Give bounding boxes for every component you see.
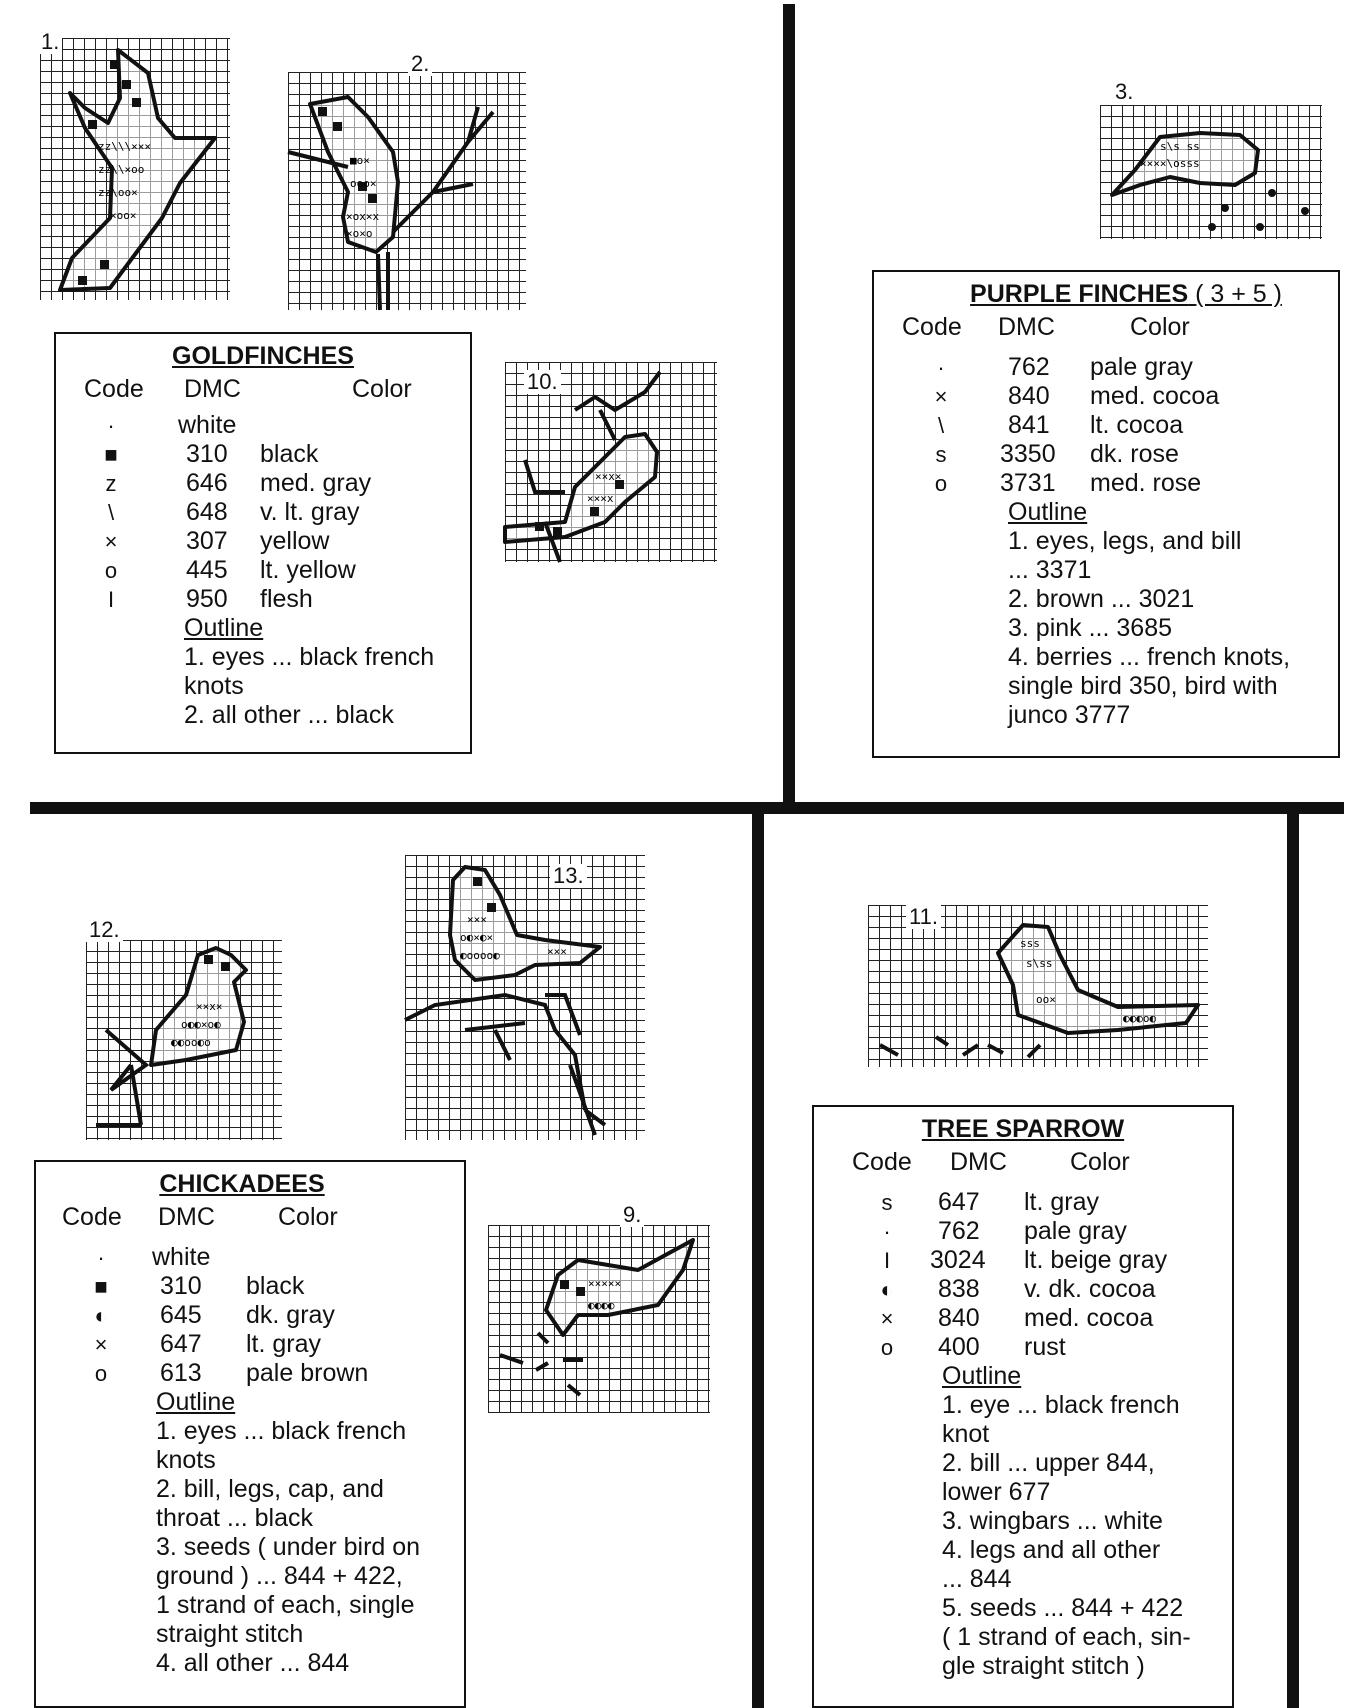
dmc-number: 647 (938, 1188, 980, 1216)
color-name: med. cocoa (1090, 382, 1220, 410)
code-symbol: × (104, 529, 118, 554)
goldfinches-color-header: Color (352, 375, 412, 403)
code-symbol: o (934, 471, 948, 496)
color-name: black (260, 440, 319, 468)
chart-9-number: 9. (620, 1203, 644, 1227)
code-symbol: o (94, 1361, 108, 1386)
code-symbol: I (883, 1248, 891, 1273)
goldfinches-row (56, 411, 470, 440)
outline-line: knot (942, 1420, 990, 1448)
svg-text:×××x: ×××x (587, 492, 614, 505)
chart-12-number: 12. (86, 918, 123, 942)
svg-text:×××: ××× (467, 913, 487, 926)
code-symbol: o (104, 558, 118, 583)
purple-finches-dmc-header: DMC (998, 313, 1055, 341)
svg-text:s\ss: s\ss (1026, 957, 1053, 970)
chart-13-number: 13. (550, 864, 587, 888)
chickadees-outline-title: Outline (156, 1388, 236, 1416)
color-name: pale brown (246, 1359, 369, 1387)
chickadees-row (36, 1359, 464, 1388)
chart-12-bird-outline (86, 940, 282, 1140)
outline-line: knots (184, 672, 244, 700)
purple-finches-row (874, 440, 1338, 469)
code-symbol: × (880, 1306, 894, 1331)
svg-text:o◐×◐×: o◐×◐× (460, 931, 494, 944)
color-name: flesh (260, 585, 313, 613)
goldfinches-row (56, 440, 470, 469)
svg-text:oo×: oo× (1036, 993, 1056, 1006)
tree-sparrow-row (814, 1217, 1232, 1246)
chart-1-bird-outline (40, 38, 230, 300)
svg-text:o◐◐×o◐: o◐◐×o◐ (181, 1018, 221, 1031)
tree-sparrow-dmc-header: DMC (950, 1148, 1007, 1176)
outline-line: knots (156, 1446, 216, 1474)
outline-line: straight stitch (156, 1620, 304, 1648)
purple-finches-row (874, 353, 1338, 382)
dmc-number: 613 (160, 1359, 202, 1387)
color-name: lt. gray (246, 1330, 322, 1358)
dmc-number: 762 (938, 1217, 980, 1245)
svg-text:s\s ss: s\s ss (1160, 140, 1200, 153)
vertical-divider-top (783, 4, 795, 804)
color-name: pale gray (1090, 353, 1193, 381)
color-name: lt. beige gray (1024, 1246, 1168, 1274)
outline-line: ... 844 (942, 1565, 1012, 1593)
tree-sparrow-key (812, 1105, 1234, 1708)
outline-line: 3. wingbars ... white (942, 1507, 1163, 1535)
outline-line: 1. eyes ... black french (184, 643, 435, 671)
vertical-divider-bottom-left (752, 812, 764, 1708)
chart-11-number: 11. (906, 905, 941, 929)
outline-line: single bird 350, bird with (1008, 672, 1278, 700)
purple-finches-row (874, 411, 1338, 440)
chickadees-title: CHICKADEES (159, 1170, 325, 1198)
outline-line: 5. seeds ... 844 + 422 (942, 1594, 1184, 1622)
outline-line: 1 strand of each, single (156, 1591, 415, 1619)
svg-text:◐oooo◐: ◐oooo◐ (460, 949, 500, 962)
dmc-number: 3024 (930, 1246, 986, 1274)
svg-text:■o×: ■o× (350, 154, 370, 167)
svg-text:××x×: ××x× (595, 470, 622, 483)
outline-line: gle straight stitch ) (942, 1652, 1145, 1680)
dmc-number: 310 (186, 440, 228, 468)
outline-line: junco 3777 (1008, 701, 1131, 729)
code-symbol: s (935, 442, 947, 467)
code-symbol: · (97, 1245, 105, 1270)
code-symbol: o (880, 1335, 894, 1360)
svg-text:×××: ××× (547, 945, 567, 958)
outline-line: 2. bill, legs, cap, and (156, 1475, 384, 1503)
color-name: yellow (260, 527, 330, 555)
chart-2-bird-outline (288, 72, 526, 310)
outline-line: 2. brown ... 3021 (1008, 585, 1195, 613)
dmc-number: 838 (938, 1275, 980, 1303)
goldfinches-row (56, 556, 470, 585)
goldfinches-row (56, 469, 470, 498)
chart-9-bird-outline (488, 1225, 710, 1413)
svg-text:×oo×: ×oo× (110, 209, 137, 222)
chickadees-color-header: Color (278, 1203, 338, 1231)
svg-text:×××××: ××××× (588, 1277, 622, 1290)
vertical-divider-bottom-right (1287, 812, 1299, 1708)
outline-line: 3. seeds ( under bird on (156, 1533, 421, 1561)
outline-line: 1. eyes, legs, and bill (1008, 527, 1242, 555)
tree-sparrow-color-header: Color (1070, 1148, 1130, 1176)
goldfinches-dmc-header: DMC (184, 375, 241, 403)
svg-text:sss: sss (1020, 937, 1040, 950)
color-name: med. gray (260, 469, 372, 497)
outline-line: 1. eye ... black french (942, 1391, 1180, 1419)
svg-text:zz\\\×××: zz\\\××× (98, 140, 151, 153)
purple-finches-chart-numbers: ( 3 + 5 ) (1195, 280, 1282, 308)
outline-line: 4. legs and all other (942, 1536, 1161, 1564)
purple-finches-title: PURPLE FINCHES (970, 280, 1189, 308)
color-name: lt. gray (1024, 1188, 1100, 1216)
color-name: white (152, 1243, 211, 1271)
dmc-number: 841 (1008, 411, 1050, 439)
code-symbol: · (937, 355, 945, 380)
outline-line: 2. bill ... upper 844, (942, 1449, 1155, 1477)
code-symbol: ■ (94, 1274, 108, 1299)
purple-finches-code-header: Code (902, 313, 962, 341)
tree-sparrow-outline-title: Outline (942, 1362, 1022, 1390)
outline-line: 4. berries ... french knots, (1008, 643, 1291, 671)
code-symbol: × (94, 1332, 108, 1357)
chart-3-bird-outline (1100, 105, 1322, 239)
dmc-number: 445 (186, 556, 228, 584)
dmc-number: 647 (160, 1330, 202, 1358)
svg-text:××x×: ××x× (196, 1000, 223, 1013)
chickadees-row (36, 1301, 464, 1330)
color-name: white (178, 411, 237, 439)
tree-sparrow-row (814, 1304, 1232, 1333)
purple-finches-row (874, 382, 1338, 411)
color-name: med. rose (1090, 469, 1202, 497)
dmc-number: 648 (186, 498, 228, 526)
chickadees-row (36, 1243, 464, 1272)
tree-sparrow-row (814, 1246, 1232, 1275)
code-symbol: z (105, 471, 117, 496)
color-name: v. lt. gray (260, 498, 360, 526)
horizontal-divider (30, 802, 1344, 814)
svg-text:◐◐◐o◐: ◐◐◐o◐ (1123, 1012, 1157, 1025)
code-symbol: s (881, 1190, 893, 1215)
goldfinches-row (56, 498, 470, 527)
code-symbol: \ (107, 500, 115, 525)
svg-text:ooo×: ooo× (350, 177, 377, 190)
code-symbol: I (107, 587, 115, 612)
chart-11-bird-outline (868, 905, 1208, 1067)
outline-line: throat ... black (156, 1504, 314, 1532)
chickadees-dmc-header: DMC (158, 1203, 215, 1231)
chart-1-number: 1. (38, 30, 62, 54)
color-name: lt. yellow (260, 556, 356, 584)
outline-line: ... 3371 (1008, 556, 1092, 584)
chickadees-code-header: Code (62, 1203, 122, 1231)
code-symbol: × (934, 384, 948, 409)
tree-sparrow-row (814, 1333, 1232, 1362)
color-name: med. cocoa (1024, 1304, 1154, 1332)
code-symbol: · (107, 413, 115, 438)
goldfinches-outline-title: Outline (184, 614, 264, 642)
svg-text:◐◐◐◐: ◐◐◐◐ (588, 1299, 615, 1312)
goldfinches-code-header: Code (84, 375, 144, 403)
color-name: rust (1024, 1333, 1066, 1361)
chart-13-bird-outline (405, 855, 645, 1140)
dmc-number: 762 (1008, 353, 1050, 381)
outline-line: 3. pink ... 3685 (1008, 614, 1173, 642)
outline-line: ground ) ... 844 + 422, (156, 1562, 403, 1590)
dmc-number: 400 (938, 1333, 980, 1361)
svg-text:×o×o: ×o×o (346, 227, 373, 240)
outline-line: 1. eyes ... black french (156, 1417, 407, 1445)
dmc-number: 645 (160, 1301, 202, 1329)
dmc-number: 3731 (1000, 469, 1056, 497)
purple-finches-key (872, 270, 1340, 758)
purple-finches-outline-title: Outline (1008, 498, 1088, 526)
purple-finches-row (874, 469, 1338, 498)
code-symbol: · (883, 1219, 891, 1244)
outline-line: 2. all other ... black (184, 701, 394, 729)
chickadees-row (36, 1330, 464, 1359)
code-symbol: ◐ (94, 1303, 108, 1328)
dmc-number: 307 (186, 527, 228, 555)
outline-line: 4. all other ... 844 (156, 1649, 350, 1677)
outline-line: lower 677 (942, 1478, 1051, 1506)
dmc-number: 840 (1008, 382, 1050, 410)
chickadees-row (36, 1272, 464, 1301)
code-symbol: ◐ (880, 1277, 894, 1302)
svg-text:zz\\×oo: zz\\×oo (98, 163, 145, 176)
code-symbol: \ (937, 413, 945, 438)
chart-2-number: 2. (408, 52, 432, 76)
outline-line: ( 1 strand of each, sin- (942, 1623, 1191, 1651)
color-name: black (246, 1272, 305, 1300)
svg-text:×ox×x: ×ox×x (346, 210, 380, 223)
tree-sparrow-title: TREE SPARROW (921, 1115, 1125, 1143)
svg-text:◐◐oo◐o: ◐◐oo◐o (171, 1036, 211, 1049)
code-symbol: ■ (104, 442, 118, 467)
tree-sparrow-code-header: Code (852, 1148, 912, 1176)
svg-text:××××\osss: ××××\osss (1140, 157, 1200, 170)
chart-3-number: 3. (1112, 80, 1136, 104)
goldfinches-row (56, 585, 470, 614)
color-name: dk. rose (1090, 440, 1179, 468)
svg-text:zz\oo×: zz\oo× (98, 186, 138, 199)
dmc-number: 646 (186, 469, 228, 497)
goldfinches-key (54, 332, 472, 754)
dmc-number: 950 (186, 585, 228, 613)
tree-sparrow-row (814, 1275, 1232, 1304)
chart-10-number: 10. (524, 370, 561, 394)
chickadees-key (34, 1160, 466, 1708)
goldfinches-title: GOLDFINCHES (172, 342, 354, 370)
color-name: lt. cocoa (1090, 411, 1184, 439)
color-name: dk. gray (246, 1301, 335, 1329)
color-name: pale gray (1024, 1217, 1127, 1245)
goldfinches-row (56, 527, 470, 556)
purple-finches-color-header: Color (1130, 313, 1190, 341)
color-name: v. dk. cocoa (1024, 1275, 1156, 1303)
dmc-number: 840 (938, 1304, 980, 1332)
dmc-number: 310 (160, 1272, 202, 1300)
dmc-number: 3350 (1000, 440, 1056, 468)
tree-sparrow-row (814, 1188, 1232, 1217)
